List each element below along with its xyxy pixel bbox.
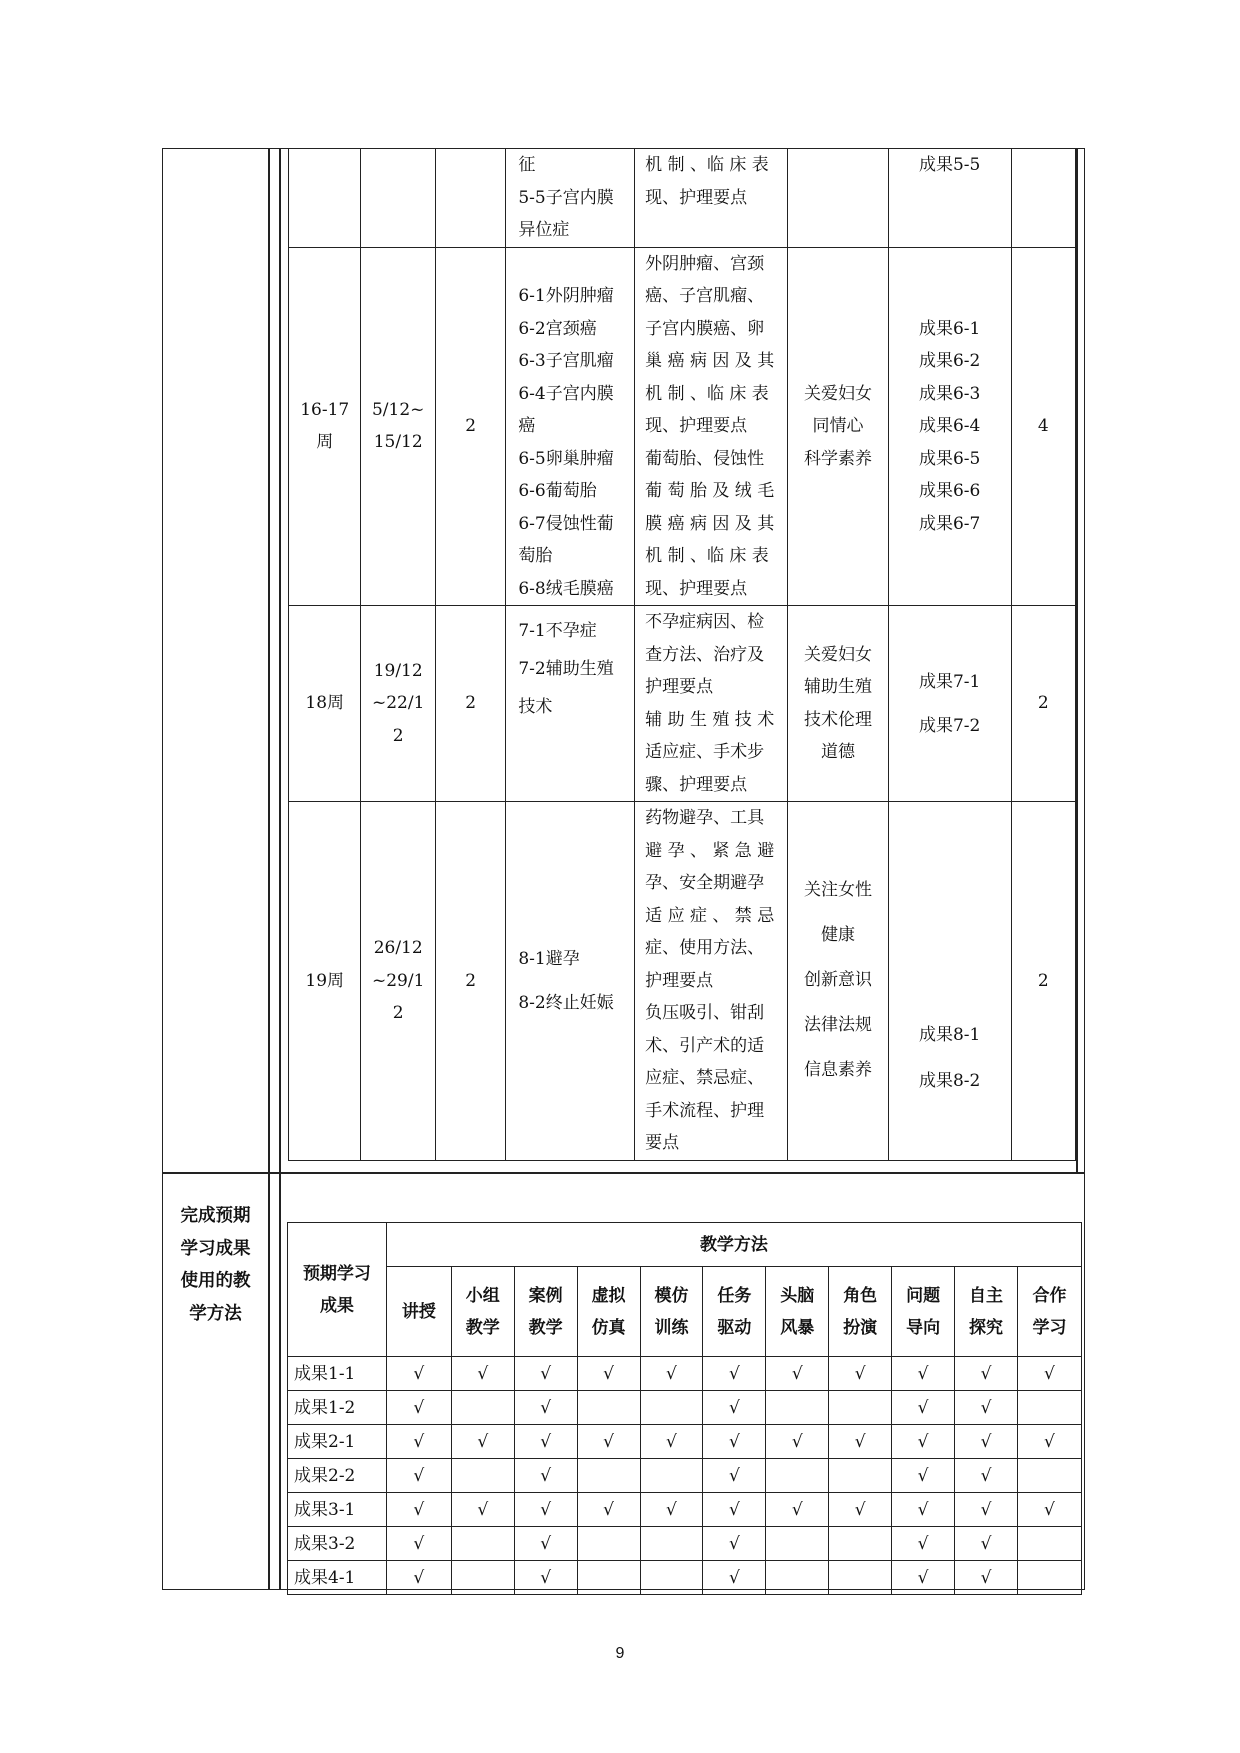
hours-cell <box>435 149 505 248</box>
method-header <box>766 1267 829 1357</box>
content-line: 6-6葡萄胎 <box>518 481 597 501</box>
section-label-line: 使用的教 <box>180 1271 251 1291</box>
check-cell <box>766 1391 829 1425</box>
outcome-line: 成果6-5 <box>918 448 981 469</box>
content-line: 8-1避孕 <box>518 948 580 969</box>
method-header-line: 小组 <box>465 1285 500 1306</box>
page-number: 9 <box>615 1645 625 1662</box>
outcome-line: 成果5-5 <box>918 155 981 175</box>
check-cell: √ <box>955 1561 1018 1595</box>
ideology-line: 技术伦理 <box>803 709 872 730</box>
check-cell: √ <box>640 1493 703 1527</box>
requirement-line: 膜 癌 病 因 及 其 <box>645 513 775 534</box>
check-cell: √ <box>955 1527 1018 1561</box>
requirement-line: 查方法、治疗及 <box>645 644 765 665</box>
check-cell: √ <box>386 1391 451 1425</box>
outcome-label: 成果1-1 <box>288 1357 387 1391</box>
method-header <box>640 1267 703 1357</box>
requirement-line: 护理要点 <box>645 970 714 991</box>
method-row <box>288 1493 1082 1527</box>
method-header-line: 扮演 <box>843 1317 878 1338</box>
requirement-line: 子宫内膜癌、卵 <box>645 318 765 339</box>
section-divider <box>162 1172 1085 1174</box>
week-cell <box>289 247 361 606</box>
content-line: 5-5子宫内膜 <box>518 187 614 208</box>
check-cell <box>829 1391 892 1425</box>
requirement-line: 巢 癌 病 因 及 其 <box>645 351 775 371</box>
section-label-line: 完成预期 <box>180 1206 251 1226</box>
check-cell: √ <box>766 1425 829 1459</box>
outcomes-cell <box>888 802 1011 1161</box>
check-cell: √ <box>386 1425 451 1459</box>
method-header-line: 虚拟 <box>591 1285 626 1306</box>
content-cell <box>506 247 635 606</box>
check-cell: √ <box>955 1357 1018 1391</box>
requirements-cell <box>635 149 788 248</box>
check-cell <box>640 1459 703 1493</box>
check-cell: √ <box>703 1493 766 1527</box>
check-cell <box>640 1561 703 1595</box>
requirement-line: 现、护理要点 <box>645 187 748 208</box>
check-cell: √ <box>892 1425 955 1459</box>
schedule-row <box>289 606 1076 802</box>
check-cell: √ <box>514 1391 577 1425</box>
method-header-line: 风暴 <box>780 1317 815 1338</box>
outcome-line: 成果6-6 <box>918 481 981 501</box>
check-cell: √ <box>766 1357 829 1391</box>
requirement-line: 孕、安全期避孕 <box>645 873 765 893</box>
check-cell: √ <box>892 1459 955 1493</box>
date-text: 19/12 <box>373 660 423 681</box>
method-header-line: 案例 <box>528 1285 563 1306</box>
outcome-line: 成果8-1 <box>918 1024 981 1045</box>
assessment-cell <box>1011 149 1075 248</box>
requirement-line: 机 制 、临 床 表 <box>645 546 769 566</box>
outcome-line: 成果6-2 <box>918 351 981 371</box>
check-cell <box>829 1561 892 1595</box>
check-cell <box>1017 1561 1081 1595</box>
method-header-line: 导向 <box>906 1317 941 1338</box>
requirement-line: 机 制 、临 床 表 <box>645 383 769 404</box>
requirement-line: 癌、子宫肌瘤、 <box>645 286 765 306</box>
check-cell: √ <box>955 1459 1018 1493</box>
method-header <box>955 1267 1018 1357</box>
date-cell <box>361 802 435 1161</box>
assessment-cell: 2 <box>1011 802 1075 1161</box>
outcome-label: 成果1-2 <box>288 1391 387 1425</box>
assessment-cell: 2 <box>1011 606 1075 802</box>
check-cell: √ <box>955 1493 1018 1527</box>
check-cell: √ <box>386 1527 451 1561</box>
requirement-line: 负压吸引、钳刮 <box>645 1003 765 1023</box>
content-line: 6-1外阴肿瘤 <box>518 286 614 306</box>
method-header <box>451 1267 514 1357</box>
section-label-line: 学方法 <box>189 1303 242 1324</box>
check-cell: √ <box>892 1391 955 1425</box>
check-cell: √ <box>514 1493 577 1527</box>
requirement-line: 葡萄胎、侵蚀性 <box>645 448 765 469</box>
method-header-line: 学习 <box>1032 1317 1067 1338</box>
outcome-header: 预期学习成果 <box>288 1223 387 1357</box>
ideology-cell <box>788 149 889 248</box>
hours-cell: 2 <box>435 247 505 606</box>
method-header-line: 角色 <box>843 1285 878 1306</box>
check-cell: √ <box>451 1425 514 1459</box>
check-cell <box>766 1459 829 1493</box>
week-cell <box>289 149 361 248</box>
requirement-line: 术、引产术的适 <box>645 1035 765 1056</box>
section-label-line: 学习成果 <box>180 1238 251 1259</box>
check-cell: √ <box>514 1425 577 1459</box>
ideology-line: 道德 <box>820 742 855 762</box>
week-text: 周 <box>316 432 334 453</box>
check-cell: √ <box>829 1425 892 1459</box>
check-cell: √ <box>703 1459 766 1493</box>
check-cell: √ <box>640 1357 703 1391</box>
outcome-label: 成果4-1 <box>288 1561 387 1595</box>
check-cell: √ <box>703 1527 766 1561</box>
check-cell <box>640 1391 703 1425</box>
week-text: 19周 <box>305 970 345 991</box>
method-header <box>1017 1267 1081 1357</box>
content-line: 6-2宫颈癌 <box>518 318 597 339</box>
content-cell <box>506 149 635 248</box>
teaching-methods-table <box>287 1222 1082 1595</box>
requirement-line: 骤、护理要点 <box>645 774 748 795</box>
ideology-line: 健康 <box>820 925 855 946</box>
check-cell <box>451 1561 514 1595</box>
method-row <box>288 1357 1082 1391</box>
method-header-line: 训练 <box>654 1317 689 1338</box>
method-row <box>288 1391 1082 1425</box>
requirement-line: 要点 <box>645 1133 680 1153</box>
check-cell: √ <box>703 1391 766 1425</box>
week-cell <box>289 606 361 802</box>
date-text: 2 <box>392 725 404 746</box>
content-line: 7-2辅助生殖 <box>518 659 614 679</box>
content-line: 7-1不孕症 <box>518 621 597 641</box>
requirement-line: 适应症、手术步 <box>645 742 765 762</box>
requirements-cell <box>635 606 788 802</box>
content-line: 6-5卵巢肿瘤 <box>518 448 614 469</box>
check-cell <box>766 1561 829 1595</box>
requirement-line: 不孕症病因、检 <box>645 612 765 632</box>
ideology-cell <box>788 802 889 1161</box>
outcome-label: 成果3-1 <box>288 1493 387 1527</box>
schedule-row <box>289 802 1076 1161</box>
method-row <box>288 1425 1082 1459</box>
check-cell <box>1017 1527 1081 1561</box>
check-cell: √ <box>451 1357 514 1391</box>
check-cell: √ <box>703 1561 766 1595</box>
requirements-cell <box>635 247 788 606</box>
requirement-line: 辅 助 生 殖 技 术 <box>645 709 775 730</box>
method-header-line: 问题 <box>906 1285 941 1306</box>
method-header <box>514 1267 577 1357</box>
content-line: 8-2终止妊娠 <box>518 992 614 1013</box>
ideology-cell <box>788 606 889 802</box>
check-cell <box>829 1459 892 1493</box>
method-header <box>577 1267 640 1357</box>
check-cell: √ <box>1017 1357 1081 1391</box>
schedule-table <box>288 148 1076 1161</box>
method-header-line: 任务 <box>717 1285 752 1306</box>
check-cell: √ <box>829 1493 892 1527</box>
date-cell <box>361 247 435 606</box>
check-cell: √ <box>892 1357 955 1391</box>
method-header-line: 仿真 <box>591 1317 626 1338</box>
date-text: ~22/1 <box>371 693 425 714</box>
method-row <box>288 1561 1082 1595</box>
hours-cell: 2 <box>435 802 505 1161</box>
methods-group-header: 教学方法 <box>386 1223 1081 1267</box>
requirement-line: 手术流程、护理 <box>645 1100 765 1121</box>
ideology-line: 创新意识 <box>803 970 872 991</box>
content-line: 6-4子宫内膜 <box>518 383 614 404</box>
check-cell <box>577 1561 640 1595</box>
week-cell <box>289 802 361 1161</box>
check-cell: √ <box>829 1357 892 1391</box>
check-cell <box>829 1527 892 1561</box>
ideology-line: 关注女性 <box>803 880 872 901</box>
requirement-line: 机 制 、临 床 表 <box>645 155 769 175</box>
method-row <box>288 1459 1082 1493</box>
requirement-line: 现、护理要点 <box>645 416 748 436</box>
outcome-label: 成果2-2 <box>288 1459 387 1493</box>
week-text: 16-17 <box>300 399 350 420</box>
hours-cell: 2 <box>435 606 505 802</box>
check-cell <box>766 1527 829 1561</box>
outcome-line: 成果6-1 <box>918 318 981 339</box>
check-cell: √ <box>703 1357 766 1391</box>
method-header-line: 探究 <box>969 1317 1003 1338</box>
date-text: 15/12 <box>373 432 423 453</box>
check-cell: √ <box>386 1357 451 1391</box>
method-header <box>892 1267 955 1357</box>
content-line: 6-3子宫肌瘤 <box>518 351 614 371</box>
date-cell <box>361 606 435 802</box>
outcome-label: 成果2-1 <box>288 1425 387 1459</box>
label-column-border-inner <box>279 148 281 1590</box>
requirement-line: 应症、禁忌症、 <box>645 1068 765 1088</box>
method-row <box>288 1527 1082 1561</box>
check-cell: √ <box>892 1527 955 1561</box>
schedule-row <box>289 149 1076 248</box>
method-header-line: 教学 <box>528 1317 563 1338</box>
ideology-line: 科学素养 <box>803 448 872 469</box>
requirement-line: 症、使用方法、 <box>645 938 765 958</box>
content-line: 6-7侵蚀性葡 <box>518 513 614 534</box>
check-cell: √ <box>766 1493 829 1527</box>
content-cell <box>506 606 635 802</box>
method-header-line: 头脑 <box>780 1285 815 1306</box>
right-border-inner <box>1076 148 1078 1172</box>
check-cell: √ <box>514 1357 577 1391</box>
week-text: 18周 <box>305 693 345 714</box>
content-line: 癌 <box>518 416 536 436</box>
ideology-line: 信息素养 <box>803 1060 872 1081</box>
check-cell: √ <box>892 1561 955 1595</box>
method-header <box>703 1267 766 1357</box>
ideology-line: 同情心 <box>812 416 864 436</box>
outcome-line: 成果6-3 <box>918 383 981 404</box>
method-header-line: 驱动 <box>717 1317 752 1338</box>
outcome-line: 成果7-1 <box>918 671 981 692</box>
outcomes-cell <box>888 149 1011 248</box>
check-cell: √ <box>577 1493 640 1527</box>
requirement-line: 避 孕 、 紧 急 避 <box>645 840 775 861</box>
content-line: 技术 <box>518 697 553 717</box>
ideology-cell <box>788 247 889 606</box>
requirement-line: 葡 萄 胎 及 绒 毛 <box>645 481 775 501</box>
section-label <box>163 1200 268 1330</box>
check-cell: √ <box>514 1459 577 1493</box>
check-cell: √ <box>451 1493 514 1527</box>
method-header <box>829 1267 892 1357</box>
outcome-label: 成果3-2 <box>288 1527 387 1561</box>
schedule-row <box>289 247 1076 606</box>
ideology-line: 关爱妇女 <box>803 383 872 404</box>
check-cell: √ <box>703 1425 766 1459</box>
check-cell <box>1017 1459 1081 1493</box>
label-column-border <box>268 148 270 1590</box>
method-header-line: 自主 <box>969 1285 1003 1306</box>
requirement-line: 护理要点 <box>645 677 714 697</box>
check-cell: √ <box>577 1425 640 1459</box>
check-cell: √ <box>514 1527 577 1561</box>
method-header-line: 模仿 <box>654 1285 689 1306</box>
check-cell: √ <box>577 1357 640 1391</box>
outcome-line: 成果6-7 <box>918 513 981 534</box>
ideology-line: 关爱妇女 <box>803 644 872 665</box>
requirements-cell <box>635 802 788 1161</box>
assessment-cell: 4 <box>1011 247 1075 606</box>
method-header <box>386 1267 451 1357</box>
method-header-line: 合作 <box>1032 1285 1067 1306</box>
check-cell <box>451 1391 514 1425</box>
check-cell: √ <box>955 1425 1018 1459</box>
date-text: 5/12~ <box>371 399 425 420</box>
ideology-line: 辅助生殖 <box>803 677 872 697</box>
check-cell <box>577 1391 640 1425</box>
content-line: 征 <box>518 155 536 175</box>
date-cell <box>361 149 435 248</box>
outcomes-cell <box>888 606 1011 802</box>
check-cell <box>640 1527 703 1561</box>
check-cell: √ <box>892 1493 955 1527</box>
check-cell <box>451 1459 514 1493</box>
ideology-line: 法律法规 <box>803 1015 872 1036</box>
check-cell: √ <box>955 1391 1018 1425</box>
requirement-line: 外阴肿瘤、宫颈 <box>645 253 765 274</box>
date-text: 26/12 <box>373 938 423 958</box>
date-text: ~29/1 <box>371 970 425 991</box>
check-cell <box>577 1527 640 1561</box>
requirement-line: 药物避孕、工具 <box>645 808 765 828</box>
content-cell <box>506 802 635 1161</box>
outcomes-cell <box>888 247 1011 606</box>
check-cell: √ <box>1017 1425 1081 1459</box>
check-cell: √ <box>386 1493 451 1527</box>
requirement-line: 现、护理要点 <box>645 578 748 599</box>
date-text: 2 <box>392 1003 404 1023</box>
method-header-line: 教学 <box>465 1317 500 1338</box>
check-cell <box>577 1459 640 1493</box>
check-cell: √ <box>1017 1493 1081 1527</box>
content-line: 异位症 <box>518 220 570 240</box>
check-cell <box>1017 1391 1081 1425</box>
method-header-line: 讲授 <box>401 1301 436 1322</box>
check-cell: √ <box>514 1561 577 1595</box>
check-cell: √ <box>386 1561 451 1595</box>
check-cell: √ <box>640 1425 703 1459</box>
outcome-line: 成果8-2 <box>918 1070 981 1091</box>
outcome-line: 成果6-4 <box>918 416 981 436</box>
check-cell <box>451 1527 514 1561</box>
check-cell: √ <box>386 1459 451 1493</box>
requirement-line: 适 应 症 、 禁 忌 <box>645 905 775 926</box>
content-line: 萄胎 <box>518 546 553 566</box>
outcome-line: 成果7-2 <box>918 715 981 736</box>
content-line: 6-8绒毛膜癌 <box>518 578 614 599</box>
